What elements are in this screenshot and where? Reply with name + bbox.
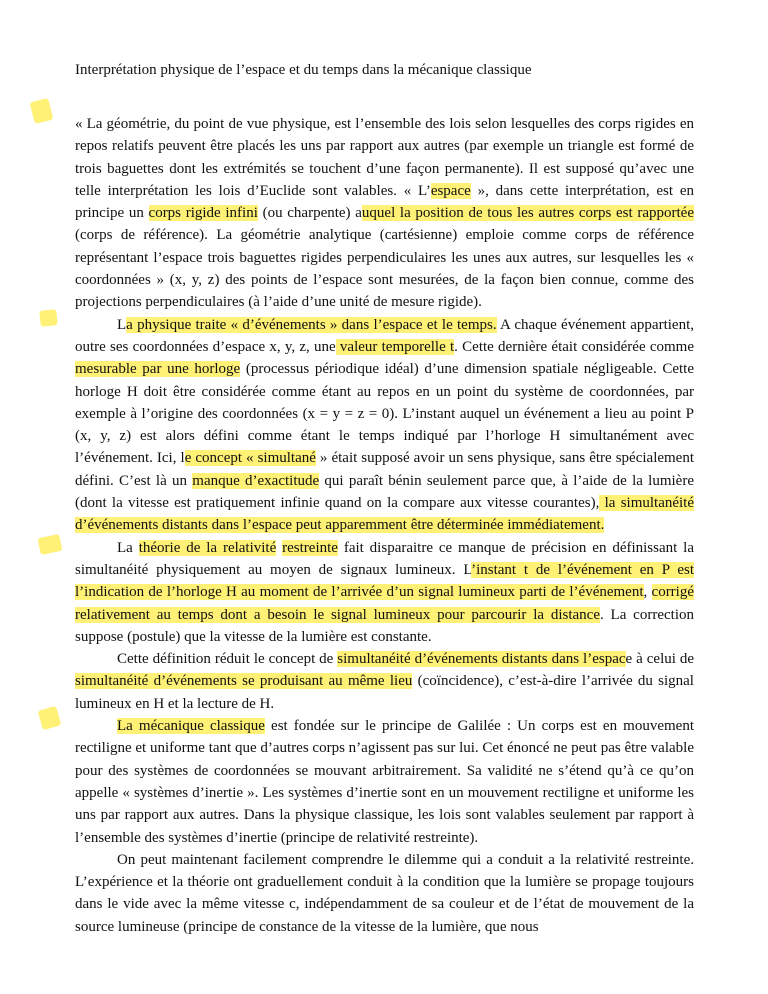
text-run: , bbox=[643, 584, 652, 601]
paragraph bbox=[75, 648, 694, 715]
text-run: », dans cette interprétation, est en principe un bbox=[75, 182, 694, 222]
paragraph bbox=[75, 849, 694, 938]
text-run: est fondée sur le principe de Galilée : Un corps est en mouvement rectiligne et uniforme tant que d’autres corps n’agissent pas sur lui. Cet énoncé ne peut pas être valable pour des systèmes de coordonnées se mouvant arbitrairement. Sa validité ne s’étend qu’à ce qu’on appelle « systèmes d’inertie ». Les systèmes d’inertie sont en un mouvement rectiligne et uniforme les uns par rapport aux autres. Dans la physique classique, les lois sont valables seulement par rapport à l’ensemble des systèmes d’inertie (principe de relativité restreinte). bbox=[75, 718, 694, 846]
highlighted-text: corps rigide infini bbox=[148, 205, 258, 222]
margin-highlight-mark bbox=[30, 98, 54, 124]
highlighted-text: uquel la position de tous les autres corps est rapportée bbox=[361, 205, 694, 222]
text-run: A chaque événement appartient, outre ses coordonnées d’espace x, y, z, une bbox=[75, 316, 694, 355]
text-run: L bbox=[117, 316, 127, 333]
highlighted-text: e concept « simultané bbox=[184, 450, 316, 467]
text-run: (corps de référence). La géométrie analytique (cartésienne) emploie comme corps de référence représentant l’espace trois baguettes rigides perpendiculaires les unes aux autres, sur lesquelles les « coordonnées » (x, y, z) des points de l’espace sont mesurées, de la façon bien connue, comme des projections perpendiculaires (à l’aide d’une unité de mesure rigide). bbox=[75, 227, 694, 311]
highlighted-text: a physique traite « d’événements » dans l’espace et le temps. bbox=[126, 316, 497, 333]
highlighted-text: mesurable par une horloge bbox=[75, 361, 241, 378]
page-title: Interprétation physique de l’espace et du temps dans la mécanique classique bbox=[75, 62, 532, 78]
text-run: » était supposé avoir un sens physique, sans être spécialement défini. C’est là un bbox=[75, 450, 695, 489]
highlighted-text: la simultanéité d’événements distants dans l’espace peut apparemment être déterminée immédiatement. bbox=[75, 495, 695, 534]
document-body bbox=[75, 113, 694, 938]
paragraph bbox=[75, 715, 694, 849]
paragraph bbox=[75, 314, 694, 537]
highlighted-text: La mécanique classique bbox=[117, 718, 265, 735]
highlighted-text: ’instant t de l’événement en P est l’indication de l’horloge H au moment de l’arrivée d’un signal lumineux parti de l’événement bbox=[75, 561, 694, 601]
paragraph bbox=[75, 113, 694, 314]
highlighted-text: théorie de la relativité bbox=[138, 539, 277, 556]
text-run: (ou charpente) a bbox=[257, 205, 362, 222]
margin-highlight-mark bbox=[37, 534, 62, 555]
text-run: e à celui de bbox=[625, 651, 695, 668]
margin-highlight-mark bbox=[39, 309, 58, 327]
text-run: On peut maintenant facilement comprendre le dilemme qui a conduit a la relativité restreinte. L’expérience et la théorie ont graduellement conduit à la condition que la lumière se propage toujours dans le vide avec la même vitesse c, indépendamment de sa couleur et de l’état de mouvement de la source lumineuse (principe de constance de la vitesse de la lumière, que nous bbox=[75, 851, 694, 935]
highlighted-text: simultanéité d’événements se produisant au même lieu bbox=[75, 673, 413, 690]
highlighted-text: manque d’exactitude bbox=[192, 472, 320, 489]
text-run: (processus périodique idéal) d’une dimension spatiale négligeable. Cette horloge H doit être considérée comme étant au repos en un point du système de coordonnées, par exemple à l’origine des coordonnées (x = y = z = 0). L’instant auquel un événement a lieu au point P (x, y, z) est alors défini comme étant le temps indiqué par l’horloge H simultanément avec l’événement. Ici, l bbox=[75, 361, 694, 467]
text-run: (coïncidence), c’est-à-dire l’arrivée du signal lumineux en H et la lecture de H. bbox=[75, 673, 694, 712]
highlighted-text: valeur temporelle t bbox=[335, 338, 455, 355]
text-run: . Cette dernière était considérée comme bbox=[454, 338, 694, 355]
highlighted-text: restreinte bbox=[282, 539, 338, 556]
paragraph bbox=[75, 537, 694, 648]
margin-highlight-mark bbox=[38, 706, 62, 730]
highlighted-text: espace bbox=[430, 182, 471, 199]
text-run: fait disparaitre ce manque de précision en définissant la simultanéité physiquement au moyen de signaux lumineux. L bbox=[75, 539, 695, 578]
text-run: « La géométrie, du point de vue physique, est l’ensemble des lois selon lesquelles des corps rigides en repos relatifs peuvent être placés les uns par rapport aux autres (par exemple un triangle est formé de trois baguettes dont les extrémités se touchent d’une façon permanente). Il est supposé qu’avec une telle interprétation les lois d’Euclide sont valables. « L’ bbox=[75, 116, 694, 199]
text-run: . La correction suppose (postule) que la vitesse de la lumière est constante. bbox=[75, 606, 694, 645]
text-run: La bbox=[117, 539, 139, 556]
text-run: qui paraît bénin seulement parce que, à l’aide de la lumière (dont la vitesse est pratiquement infinie quand on la compare aux vitesse courantes), bbox=[75, 472, 694, 512]
highlighted-text: corrigé relativement au temps dont a besoin le signal lumineux pour parcourir la distance bbox=[75, 584, 695, 623]
text-run: Cette définition réduit le concept de bbox=[117, 651, 338, 668]
highlighted-text: simultanéité d’événements distants dans l’espac bbox=[337, 651, 626, 668]
